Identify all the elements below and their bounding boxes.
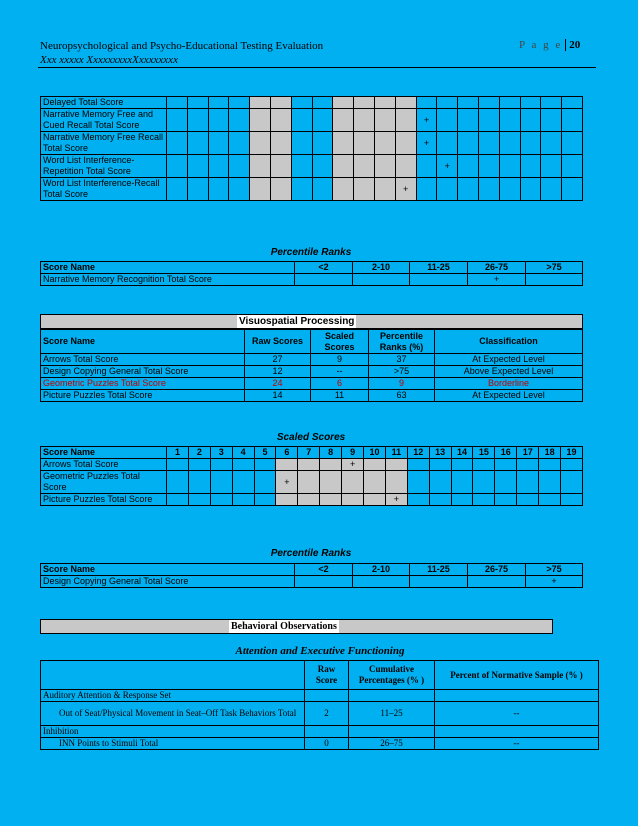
- page-label: P a g e: [519, 39, 563, 51]
- score-cell: [208, 132, 229, 155]
- score-cell: [562, 97, 583, 109]
- table-row-highlighted: [41, 378, 583, 390]
- table-row: [41, 576, 583, 588]
- patient-name: Xxx xxxxx XxxxxxxxxXxxxxxxxx: [40, 54, 178, 66]
- score-cell: [374, 97, 395, 109]
- header-scaled-14: 14: [451, 447, 473, 459]
- header-classification: Classification: [435, 330, 583, 354]
- table-row: [41, 155, 583, 178]
- header-raw-score: Raw Score: [305, 661, 349, 690]
- behavioral-title-bar: [40, 619, 553, 634]
- score-cell: [276, 494, 298, 506]
- score-cell: [342, 471, 364, 494]
- raw-score: 0: [305, 738, 349, 750]
- score-cell: [541, 132, 562, 155]
- score-cell: [333, 155, 354, 178]
- score-cell: [541, 178, 562, 201]
- score-cell: [499, 155, 520, 178]
- score-cell: [451, 459, 473, 471]
- header-lt2: <2: [295, 262, 353, 274]
- score-cell: [291, 97, 312, 109]
- score-cell: [229, 109, 250, 132]
- score-cell: [473, 494, 495, 506]
- empty-cell: [305, 690, 349, 702]
- score-cell: [473, 471, 495, 494]
- percentile-rank: 9: [369, 378, 435, 390]
- score-cell: [298, 459, 320, 471]
- score-cell: [210, 459, 232, 471]
- score-cell: [312, 109, 333, 132]
- visuospatial-title-bar: [40, 314, 583, 329]
- score-cell: [499, 97, 520, 109]
- percentile-header-row: [41, 262, 583, 274]
- header-normative: Percent of Normative Sample (% ): [435, 661, 599, 690]
- score-name: Arrows Total Score: [41, 354, 245, 366]
- header-score-name: Score Name: [41, 564, 295, 576]
- score-cell: [250, 97, 271, 109]
- score-cell: [407, 494, 429, 506]
- score-cell: [429, 494, 451, 506]
- header-scaled-4: 4: [232, 447, 254, 459]
- score-cell: [416, 155, 437, 178]
- classification: Borderline: [435, 378, 583, 390]
- score-cell: [541, 109, 562, 132]
- normative-percent: --: [435, 738, 599, 750]
- score-name: Word List Interference-Recall Total Score: [41, 178, 167, 201]
- score-cell: [541, 155, 562, 178]
- table-row: [41, 366, 583, 378]
- score-cell: [250, 155, 271, 178]
- score-cell: [374, 178, 395, 201]
- score-cell: [395, 97, 416, 109]
- header-scaled-10: 10: [364, 447, 386, 459]
- score-cell: [429, 459, 451, 471]
- visuospatial-table: [40, 329, 583, 402]
- score-cell: [407, 459, 429, 471]
- header-scaled-19: 19: [561, 447, 583, 459]
- score-cell: [232, 471, 254, 494]
- header-score-name: Score Name: [41, 330, 245, 354]
- memory-scores-grid: [40, 96, 583, 201]
- header-gt75: >75: [526, 564, 583, 576]
- group-row: [41, 690, 599, 702]
- score-cell: [437, 97, 458, 109]
- score-cell: [312, 132, 333, 155]
- score-cell: [312, 97, 333, 109]
- score-cell: [210, 471, 232, 494]
- score-cell: +: [416, 132, 437, 155]
- score-cell: [250, 178, 271, 201]
- header-lt2: <2: [295, 564, 353, 576]
- score-cell: [354, 97, 375, 109]
- score-cell: +: [342, 459, 364, 471]
- score-cell: [429, 471, 451, 494]
- empty-cell: [305, 726, 349, 738]
- score-name: Arrows Total Score: [41, 459, 167, 471]
- score-cell: [229, 155, 250, 178]
- empty-cell: [435, 726, 599, 738]
- score-name: Geometric Puzzles Total Score: [41, 378, 245, 390]
- score-name: Picture Puzzles Total Score: [41, 390, 245, 402]
- table-row: [41, 471, 583, 494]
- raw-score: 14: [245, 390, 311, 402]
- score-cell: [229, 178, 250, 201]
- scaled-scores-grid: [40, 446, 583, 506]
- score-cell: [374, 132, 395, 155]
- header-percentile-ranks: Percentile Ranks (%): [369, 330, 435, 354]
- empty-cell: [349, 726, 435, 738]
- score-cell: [495, 459, 517, 471]
- score-cell: [333, 109, 354, 132]
- table-row: [41, 702, 599, 726]
- header-scaled-3: 3: [210, 447, 232, 459]
- header-scaled-8: 8: [320, 447, 342, 459]
- header-scaled-11: 11: [385, 447, 407, 459]
- header-scaled-15: 15: [473, 447, 495, 459]
- score-cell: [458, 132, 479, 155]
- score-name: Narrative Memory Free and Cued Recall Total Score: [41, 109, 167, 132]
- header-26-75: 26-75: [468, 262, 526, 274]
- score-cell: [187, 109, 208, 132]
- percentile-cell: [526, 274, 583, 286]
- scaled-header-row: [41, 447, 583, 459]
- group-name: Auditory Attention & Response Set: [41, 690, 305, 702]
- header-scaled-12: 12: [407, 447, 429, 459]
- score-cell: [254, 494, 276, 506]
- header-scaled-7: 7: [298, 447, 320, 459]
- table-row: [41, 494, 583, 506]
- score-cell: [437, 109, 458, 132]
- header-11-25: 11-25: [410, 564, 468, 576]
- table-row: [41, 390, 583, 402]
- percentile-cell: [295, 576, 353, 588]
- score-name: Delayed Total Score: [41, 97, 167, 109]
- score-cell: [167, 97, 188, 109]
- score-cell: [270, 132, 291, 155]
- score-cell: [458, 109, 479, 132]
- score-cell: [187, 132, 208, 155]
- score-name: Design Copying General Total Score: [41, 366, 245, 378]
- score-cell: [478, 97, 499, 109]
- header-gt75: >75: [526, 262, 583, 274]
- score-cell: [437, 178, 458, 201]
- percentile-rank: 63: [369, 390, 435, 402]
- score-name: Picture Puzzles Total Score: [41, 494, 167, 506]
- score-cell: [458, 97, 479, 109]
- score-cell: [374, 109, 395, 132]
- score-cell: [342, 494, 364, 506]
- score-cell: [451, 471, 473, 494]
- classification: At Expected Level: [435, 390, 583, 402]
- visuospatial-header-row: [41, 330, 583, 354]
- behavioral-table: [40, 660, 599, 750]
- score-cell: [517, 471, 539, 494]
- score-cell: [517, 459, 539, 471]
- score-cell: [520, 132, 541, 155]
- percentile-ranks-caption-2: Percentile Ranks: [270, 548, 352, 559]
- percentile-cell: [410, 576, 468, 588]
- percentile-cell: [353, 274, 410, 286]
- score-cell: [276, 459, 298, 471]
- score-cell: [270, 155, 291, 178]
- score-cell: [298, 471, 320, 494]
- header-scaled-17: 17: [517, 447, 539, 459]
- score-cell: [312, 155, 333, 178]
- score-cell: [270, 178, 291, 201]
- score-cell: [451, 494, 473, 506]
- score-cell: [395, 155, 416, 178]
- score-cell: [374, 155, 395, 178]
- percentile-cell: [468, 576, 526, 588]
- scaled-score: 6: [311, 378, 369, 390]
- score-cell: [364, 471, 386, 494]
- score-cell: [562, 132, 583, 155]
- score-name: Word List Interference-Repetition Total Score: [41, 155, 167, 178]
- header-blank: [41, 661, 305, 690]
- score-cell: [561, 471, 583, 494]
- group-name: Inhibition: [41, 726, 305, 738]
- score-cell: [232, 459, 254, 471]
- score-cell: [167, 132, 188, 155]
- table-row: [41, 354, 583, 366]
- cumulative-percentage: 26–75: [349, 738, 435, 750]
- header-scaled-6: 6: [276, 447, 298, 459]
- score-cell: [520, 97, 541, 109]
- score-cell: [254, 459, 276, 471]
- score-cell: [188, 494, 210, 506]
- header-2-10: 2-10: [353, 564, 410, 576]
- score-cell: [539, 459, 561, 471]
- empty-cell: [435, 690, 599, 702]
- score-cell: [208, 178, 229, 201]
- score-cell: [385, 471, 407, 494]
- score-cell: [354, 109, 375, 132]
- behavioral-title: Behavioral Observations: [231, 621, 337, 632]
- raw-score: 27: [245, 354, 311, 366]
- empty-cell: [349, 690, 435, 702]
- score-cell: [167, 494, 189, 506]
- score-cell: [416, 178, 437, 201]
- score-cell: [291, 178, 312, 201]
- score-cell: [298, 494, 320, 506]
- score-cell: [312, 178, 333, 201]
- score-cell: [520, 178, 541, 201]
- score-cell: [354, 155, 375, 178]
- score-cell: [473, 459, 495, 471]
- score-cell: [270, 97, 291, 109]
- score-cell: [437, 132, 458, 155]
- score-cell: [254, 471, 276, 494]
- score-cell: [478, 109, 499, 132]
- normative-percent: --: [435, 702, 599, 726]
- percentile-cell: [410, 274, 468, 286]
- raw-score: 24: [245, 378, 311, 390]
- header-11-25: 11-25: [410, 262, 468, 274]
- item-name: INN Points to Stimuli Total: [41, 738, 305, 750]
- score-cell: [187, 97, 208, 109]
- score-cell: [562, 155, 583, 178]
- score-cell: [354, 132, 375, 155]
- score-cell: [250, 109, 271, 132]
- header-26-75: 26-75: [468, 564, 526, 576]
- score-cell: [167, 155, 188, 178]
- score-cell: [539, 494, 561, 506]
- table-row: [41, 274, 583, 286]
- table-row: [41, 738, 599, 750]
- score-cell: [291, 109, 312, 132]
- score-cell: [499, 178, 520, 201]
- score-cell: [395, 109, 416, 132]
- score-cell: [499, 109, 520, 132]
- score-cell: [364, 494, 386, 506]
- table-row: [41, 132, 583, 155]
- score-cell: [208, 155, 229, 178]
- score-cell: [478, 178, 499, 201]
- score-cell: [188, 471, 210, 494]
- scaled-score: --: [311, 366, 369, 378]
- classification: Above Expected Level: [435, 366, 583, 378]
- score-cell: [291, 155, 312, 178]
- item-name: Out of Seat/Physical Movement in Seat–Off Task Behaviors Total: [41, 702, 305, 726]
- percentile-cell: [353, 576, 410, 588]
- header-2-10: 2-10: [353, 262, 410, 274]
- score-cell: [291, 132, 312, 155]
- score-cell: [188, 459, 210, 471]
- score-cell: [320, 494, 342, 506]
- score-cell: [333, 97, 354, 109]
- group-row: [41, 726, 599, 738]
- behavioral-header-row: [41, 661, 599, 690]
- header-raw-scores: Raw Scores: [245, 330, 311, 354]
- score-cell: [333, 178, 354, 201]
- raw-score: 2: [305, 702, 349, 726]
- cumulative-percentage: 11–25: [349, 702, 435, 726]
- score-cell: +: [395, 178, 416, 201]
- score-cell: +: [385, 494, 407, 506]
- score-cell: +: [416, 109, 437, 132]
- scaled-scores-caption: Scaled Scores: [276, 432, 346, 443]
- raw-score: 12: [245, 366, 311, 378]
- table-row: [41, 178, 583, 201]
- score-cell: [458, 155, 479, 178]
- page-number-label: [519, 39, 580, 51]
- header-scaled-1: 1: [167, 447, 189, 459]
- score-cell: [416, 97, 437, 109]
- document-title: Neuropsychological and Psycho-Educational Testing Evaluation: [40, 40, 324, 52]
- score-cell: [541, 97, 562, 109]
- score-cell: [270, 109, 291, 132]
- score-cell: [167, 109, 188, 132]
- header-score-name: Score Name: [41, 262, 295, 274]
- percentile-ranks-table-1: [40, 261, 583, 286]
- score-cell: [478, 132, 499, 155]
- percentile-cell: +: [468, 274, 526, 286]
- table-row: [41, 459, 583, 471]
- score-cell: [167, 459, 189, 471]
- header-scaled-5: 5: [254, 447, 276, 459]
- header-scaled-scores: Scaled Scores: [311, 330, 369, 354]
- score-cell: [495, 471, 517, 494]
- score-cell: +: [276, 471, 298, 494]
- score-cell: [333, 132, 354, 155]
- score-cell: [520, 155, 541, 178]
- score-cell: [407, 471, 429, 494]
- score-name: Narrative Memory Free Recall Total Score: [41, 132, 167, 155]
- score-cell: [385, 459, 407, 471]
- header-scaled-16: 16: [495, 447, 517, 459]
- header-scaled-9: 9: [342, 447, 364, 459]
- score-cell: [517, 494, 539, 506]
- header-score-name: Score Name: [41, 447, 167, 459]
- scaled-score: 9: [311, 354, 369, 366]
- score-cell: [539, 471, 561, 494]
- scaled-score: 11: [311, 390, 369, 402]
- score-cell: [520, 109, 541, 132]
- score-cell: [187, 155, 208, 178]
- score-cell: [562, 109, 583, 132]
- score-cell: [364, 459, 386, 471]
- score-cell: [561, 494, 583, 506]
- score-cell: [167, 471, 189, 494]
- header-scaled-18: 18: [539, 447, 561, 459]
- score-cell: [495, 494, 517, 506]
- visuospatial-title: Visuospatial Processing: [239, 316, 355, 327]
- table-row: [41, 97, 583, 109]
- header-scaled-13: 13: [429, 447, 451, 459]
- score-cell: [208, 109, 229, 132]
- score-cell: [320, 471, 342, 494]
- score-cell: +: [437, 155, 458, 178]
- table-row: [41, 109, 583, 132]
- score-cell: [499, 132, 520, 155]
- score-cell: [208, 97, 229, 109]
- percentile-cell: +: [526, 576, 583, 588]
- percentile-rank: 37: [369, 354, 435, 366]
- score-cell: [561, 459, 583, 471]
- score-cell: [167, 178, 188, 201]
- score-cell: [354, 178, 375, 201]
- attention-executive-caption: Attention and Executive Functioning: [235, 645, 405, 657]
- percentile-cell: [295, 274, 353, 286]
- percentile-header-row: [41, 564, 583, 576]
- score-cell: [478, 155, 499, 178]
- score-cell: [395, 132, 416, 155]
- header-scaled-2: 2: [188, 447, 210, 459]
- header-divider: [38, 67, 596, 68]
- score-cell: [232, 494, 254, 506]
- score-cell: [187, 178, 208, 201]
- score-cell: [320, 459, 342, 471]
- score-cell: [229, 132, 250, 155]
- score-name: Design Copying General Total Score: [41, 576, 295, 588]
- score-cell: [250, 132, 271, 155]
- classification: At Expected Level: [435, 354, 583, 366]
- page-number: 20: [565, 39, 580, 51]
- score-cell: [458, 178, 479, 201]
- score-cell: [229, 97, 250, 109]
- percentile-rank: >75: [369, 366, 435, 378]
- percentile-ranks-caption: Percentile Ranks: [270, 247, 352, 258]
- score-name: Narrative Memory Recognition Total Score: [41, 274, 295, 286]
- score-name: Geometric Puzzles Total Score: [41, 471, 167, 494]
- score-cell: [562, 178, 583, 201]
- score-cell: [210, 494, 232, 506]
- percentile-ranks-table-2: [40, 563, 583, 588]
- header-cumulative: Cumulative Percentages (% ): [349, 661, 435, 690]
